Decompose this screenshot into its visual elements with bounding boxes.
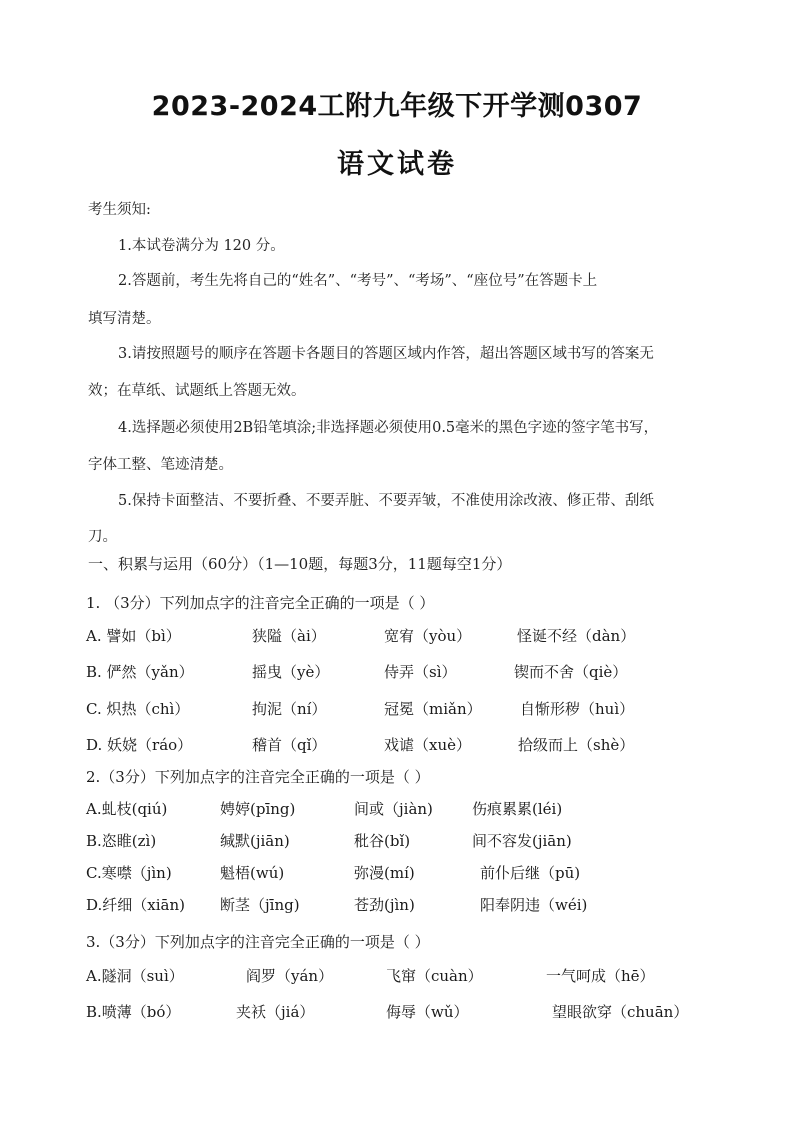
question-3-option-a [86, 965, 766, 989]
option-word: 狭隘（ài） [252, 627, 326, 645]
option-word: D. 妖娆（ráo） [86, 736, 193, 754]
question-2-stem: 2.（3分）下列加点字的注音完全正确的一项是（ ） [86, 768, 430, 786]
option-word: 缄默(jiān) [220, 832, 290, 850]
option-word: 阳奉阴违（wéi) [480, 896, 588, 914]
notice-item-4-cont: 字体工整、笔迹清楚。 [88, 457, 233, 473]
option-word: 宽宥（yòu） [384, 627, 472, 645]
question-2-option-c [86, 862, 766, 886]
question-3-option-b [86, 1001, 766, 1025]
option-word: 侍弄（sì） [384, 663, 457, 681]
question-2-option-b [86, 830, 766, 854]
option-word: 侮辱（wǔ） [386, 1003, 469, 1021]
exam-title: 2023-2024工附九年级下开学测0307 [151, 91, 643, 122]
option-word: 前仆后继（pū) [480, 864, 581, 882]
question-1-option-d [86, 734, 766, 758]
option-word: 一气呵成（hē） [546, 967, 655, 985]
option-word: 锲而不舍（qiè） [514, 663, 628, 681]
notice-item-5-cont: 刀。 [88, 529, 117, 545]
question-2-option-d [86, 894, 766, 918]
option-word: 苍劲(jìn) [354, 896, 415, 914]
option-word: 弥漫(mí) [354, 864, 415, 882]
exam-subtitle: 语文试卷 [337, 149, 457, 180]
option-word: B.恣睢(zì) [86, 832, 157, 850]
option-word: 阎罗（yán） [246, 967, 334, 985]
option-word: 拾级而上（shè） [518, 736, 635, 754]
option-word: A. 譬如（bì） [86, 627, 181, 645]
option-word: 怪诞不经（dàn） [517, 627, 636, 645]
option-word: C. 炽热（chì） [86, 700, 190, 718]
option-word: 间或（jiàn) [354, 800, 433, 818]
option-word: 自惭形秽（huì） [520, 700, 635, 718]
question-2-option-a [86, 798, 766, 822]
option-word: B.喷薄（bó） [86, 1003, 181, 1021]
option-word: A.虬枝(qiú) [86, 800, 168, 818]
option-word: C.寒噤（jìn) [86, 864, 172, 882]
option-word: B. 俨然（yǎn） [86, 663, 194, 681]
question-1-option-c [86, 698, 766, 722]
question-1-option-a [86, 625, 766, 649]
option-word: 摇曳（yè） [252, 663, 330, 681]
question-1-stem: 1. （3分）下列加点字的注音完全正确的一项是（ ） [86, 594, 435, 612]
question-3-stem: 3.（3分）下列加点字的注音完全正确的一项是（ ） [86, 933, 430, 951]
option-word: 娉婷(pīng) [220, 800, 296, 818]
notice-item-3: 3.请按照题号的顺序在答题卡各题目的答题区域内作答，超出答题区域书写的答案无 [118, 346, 654, 362]
notice-heading: 考生须知: [88, 202, 151, 218]
option-word: D.纤细（xiān) [86, 896, 185, 914]
notice-item-4: 4.选择题必须使用2B铅笔填涂;非选择题必须使用0.5毫米的黑色字迹的签字笔书写， [118, 420, 659, 436]
option-word: 魁梧(wú) [220, 864, 285, 882]
option-word: 断茎（jīng) [220, 896, 300, 914]
option-word: 夹袄（jiá） [236, 1003, 315, 1021]
option-word: 伤痕累累(léi) [472, 800, 563, 818]
notice-item-2-cont: 填写清楚。 [88, 311, 161, 327]
question-1-option-b [86, 661, 766, 685]
option-word: 望眼欲穿（chuān） [552, 1003, 689, 1021]
option-word: 秕谷(bǐ) [354, 832, 411, 850]
option-word: 稽首（qǐ） [252, 736, 327, 754]
option-word: 戏谑（xuè） [384, 736, 471, 754]
section-1-heading: 一、积累与运用（60分）（1—10题，每题3分，11题每空1分） [88, 555, 512, 573]
option-word: 飞窜（cuàn） [386, 967, 483, 985]
option-word: A.隧洞（suì） [86, 967, 184, 985]
notice-item-2: 2.答题前，考生先将自己的“姓名”、“考号”、“考场”、“座位号”在答题卡上 [118, 273, 598, 289]
notice-item-5: 5.保持卡面整洁、不要折叠、不要弄脏、不要弄皱，不准使用涂改液、修正带、刮纸 [118, 493, 654, 509]
option-word: 冠冕（miǎn） [384, 700, 482, 718]
option-word: 间不容发(jiān) [472, 832, 572, 850]
option-word: 拘泥（ní） [252, 700, 327, 718]
notice-item-1: 1.本试卷满分为 120 分。 [118, 238, 285, 254]
notice-item-3-cont: 效；在草纸、试题纸上答题无效。 [88, 383, 306, 399]
